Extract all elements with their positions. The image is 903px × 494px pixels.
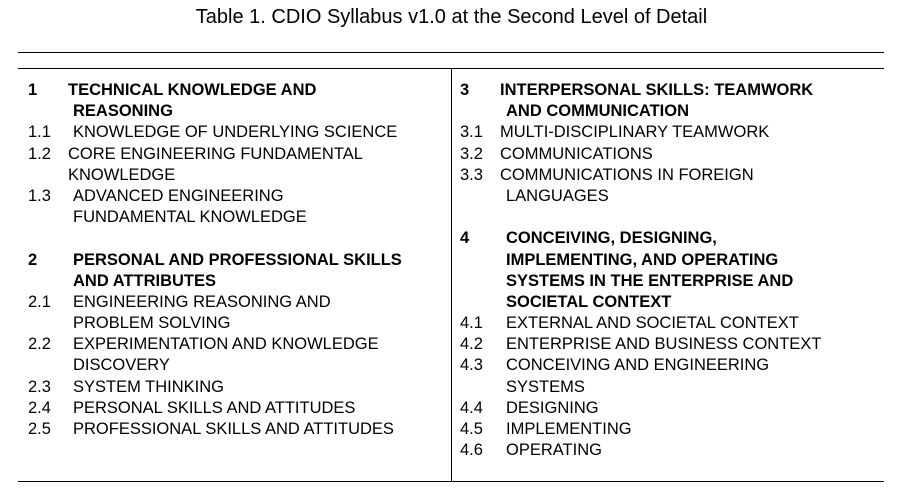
section-title: AND COMMUNICATION xyxy=(506,102,690,121)
item-number: 2.3 xyxy=(28,377,51,396)
table-caption: Table 1. CDIO Syllabus v1.0 at the Second Level of Detail xyxy=(195,6,708,28)
list-item xyxy=(460,355,885,376)
item-number: 2.1 xyxy=(28,292,51,311)
item-text: IMPLEMENTING xyxy=(506,420,632,438)
section-number: 4 xyxy=(460,229,470,248)
item-text: CORE ENGINEERING FUNDAMENTAL xyxy=(68,144,363,163)
section-title: CONCEIVING, DESIGNING, xyxy=(506,229,717,248)
table-top-rule xyxy=(18,52,884,53)
list-item-cont xyxy=(28,165,446,186)
section-title: AND ATTRIBUTES xyxy=(73,271,216,290)
list-item xyxy=(460,398,885,419)
section-heading-cont xyxy=(28,101,446,122)
list-item xyxy=(460,313,885,334)
list-item-cont xyxy=(28,207,446,228)
list-item xyxy=(28,334,446,355)
item-text: ENTERPRISE AND BUSINESS CONTEXT xyxy=(506,335,822,354)
item-text: LANGUAGES xyxy=(506,186,609,205)
list-item xyxy=(460,122,885,143)
item-text: EXTERNAL AND SOCIETAL CONTEXT xyxy=(506,314,799,333)
item-number: 2.2 xyxy=(28,335,51,354)
item-number: 2.4 xyxy=(28,398,51,417)
section-heading xyxy=(460,80,885,101)
list-item-cont xyxy=(28,355,446,376)
item-text: DISCOVERY xyxy=(73,356,170,375)
item-number: 2.5 xyxy=(28,420,51,438)
item-text: KNOWLEDGE OF UNDERLYING SCIENCE xyxy=(73,123,398,142)
item-number: 3.1 xyxy=(460,123,483,142)
item-text: PROBLEM SOLVING xyxy=(73,314,231,333)
section-3 xyxy=(460,80,885,207)
item-text: CONCEIVING AND ENGINEERING xyxy=(506,356,770,375)
list-item xyxy=(460,440,885,461)
section-heading xyxy=(28,80,446,101)
section-title: PERSONAL AND PROFESSIONAL SKILLS xyxy=(73,250,402,269)
item-number: 4.6 xyxy=(460,441,483,460)
list-item xyxy=(28,419,446,440)
list-item xyxy=(460,144,885,165)
section-2 xyxy=(28,250,446,441)
section-title: SOCIETAL CONTEXT xyxy=(506,292,672,311)
section-title: INTERPERSONAL SKILLS: TEAMWORK xyxy=(500,81,814,99)
list-item xyxy=(28,144,446,165)
list-item xyxy=(28,186,446,207)
list-item xyxy=(28,398,446,419)
section-spacer xyxy=(460,207,885,228)
item-text: COMMUNICATIONS IN FOREIGN xyxy=(500,165,754,184)
item-number: 1.1 xyxy=(28,123,51,142)
list-item xyxy=(28,292,446,313)
item-number: 4.2 xyxy=(460,335,483,354)
list-item xyxy=(460,334,885,355)
section-title: REASONING xyxy=(73,102,173,121)
item-text: SYSTEMS xyxy=(506,377,585,396)
item-number: 3.3 xyxy=(460,165,483,184)
list-item xyxy=(460,419,885,440)
item-text: OPERATING xyxy=(506,441,602,460)
item-text: EXPERIMENTATION AND KNOWLEDGE xyxy=(73,335,379,354)
table-left-column xyxy=(28,80,446,440)
section-number: 2 xyxy=(28,250,38,269)
item-number: 4.1 xyxy=(460,314,483,333)
section-heading-cont xyxy=(460,101,885,122)
item-text: ENGINEERING REASONING AND xyxy=(73,292,331,311)
item-text: PROFESSIONAL SKILLS AND ATTITUDES xyxy=(73,420,394,438)
section-number: 3 xyxy=(460,81,470,99)
item-text: MULTI-DISCIPLINARY TEAMWORK xyxy=(500,123,770,142)
section-spacer xyxy=(28,228,446,249)
item-text: KNOWLEDGE xyxy=(68,165,176,184)
section-1 xyxy=(28,80,446,228)
item-number: 4.5 xyxy=(460,420,483,438)
section-4 xyxy=(460,228,885,461)
list-item xyxy=(28,122,446,143)
section-number: 1 xyxy=(28,81,38,99)
section-heading xyxy=(460,228,885,249)
item-text: ADVANCED ENGINEERING xyxy=(73,186,284,205)
section-title: TECHNICAL KNOWLEDGE AND xyxy=(68,81,317,99)
item-text: DESIGNING xyxy=(506,398,599,417)
table-bottom-rule xyxy=(18,481,884,482)
item-text: SYSTEM THINKING xyxy=(73,377,224,396)
item-text: COMMUNICATIONS xyxy=(500,144,653,163)
item-number: 3.2 xyxy=(460,144,483,163)
section-heading xyxy=(28,250,446,271)
section-heading-cont xyxy=(460,250,885,271)
list-item xyxy=(460,165,885,186)
item-number: 4.3 xyxy=(460,356,483,375)
item-number: 1.2 xyxy=(28,144,51,163)
column-divider xyxy=(451,68,452,481)
section-title: SYSTEMS IN THE ENTERPRISE AND xyxy=(506,271,794,290)
section-heading-cont xyxy=(460,292,885,313)
list-item-cont xyxy=(28,313,446,334)
item-number: 4.4 xyxy=(460,398,483,417)
item-text: PERSONAL SKILLS AND ATTITUDES xyxy=(73,398,356,417)
section-title: IMPLEMENTING, AND OPERATING xyxy=(506,250,779,269)
list-item-cont xyxy=(460,377,885,398)
list-item xyxy=(28,377,446,398)
section-heading-cont xyxy=(460,271,885,292)
item-number: 1.3 xyxy=(28,186,51,205)
table-right-column xyxy=(460,80,885,461)
item-text: FUNDAMENTAL KNOWLEDGE xyxy=(73,208,307,227)
section-heading-cont xyxy=(28,271,446,292)
list-item-cont xyxy=(460,186,885,207)
